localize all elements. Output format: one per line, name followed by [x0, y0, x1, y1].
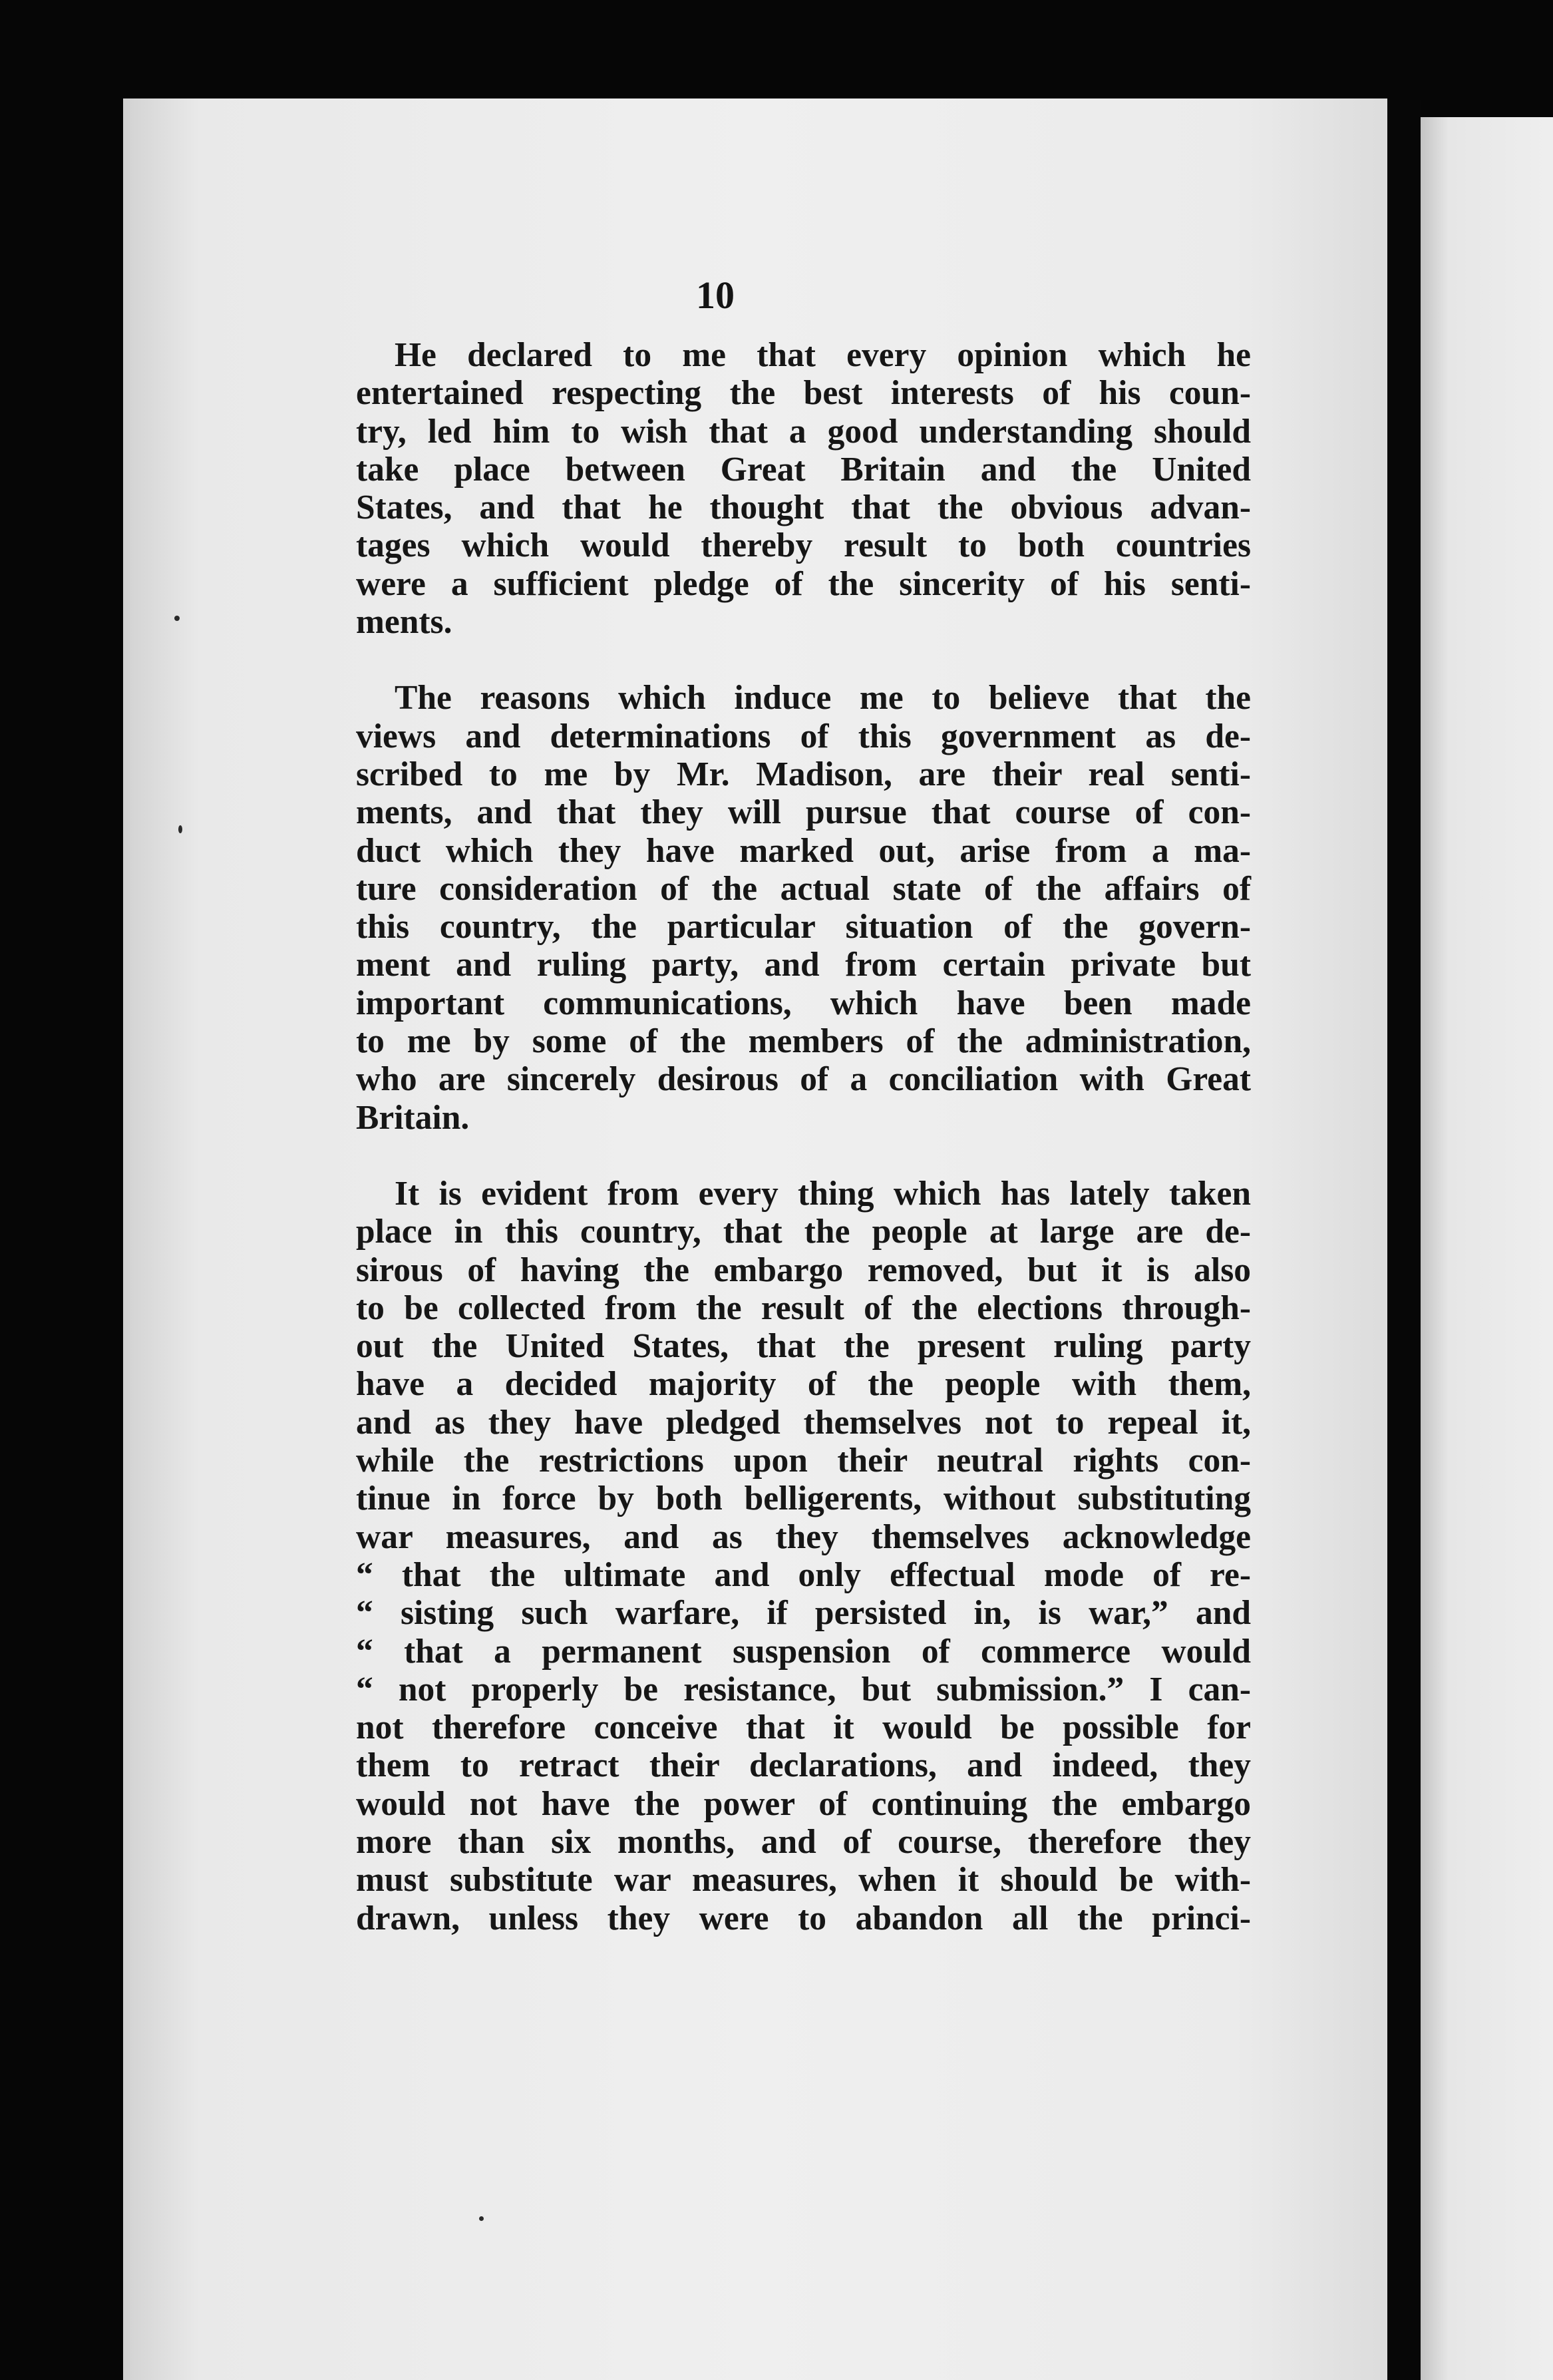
text-line: “ not properly be resistance, but submission.” I can-	[356, 1670, 1251, 1708]
text-line: not therefore conceive that it would be possible for	[356, 1708, 1251, 1747]
facing-page-edge	[1421, 117, 1553, 2380]
text-line: them to retract their declarations, and indeed, they	[356, 1746, 1251, 1785]
text-line: Britain.	[356, 1098, 470, 1137]
dust-speck	[178, 825, 182, 833]
text-line: scribed to me by Mr. Madison, are their real senti-	[356, 755, 1251, 793]
text-line: would not have the power of continuing the embargo	[356, 1784, 1251, 1823]
text-line: and as they have pledged themselves not to repeal it,	[356, 1403, 1251, 1442]
text-line: try, led him to wish that a good understanding should	[356, 412, 1251, 451]
text-line: were a sufficient pledge of the sincerity of his senti-	[356, 564, 1251, 603]
text-line: to be collected from the result of the elections through-	[356, 1289, 1251, 1327]
text-line: who are sincerely desirous of a conciliation with Great	[356, 1060, 1251, 1099]
text-line: ture consideration of the actual state of the affairs of	[356, 869, 1251, 908]
text-line: entertained respecting the best interests of his coun-	[356, 374, 1251, 413]
text-line: drawn, unless they were to abandon all the princi-	[356, 1899, 1251, 1937]
text-line: more than six months, and of course, therefore they	[356, 1822, 1251, 1861]
text-line: out the United States, that the present ruling party	[356, 1327, 1251, 1366]
text-line: ment and ruling party, and from certain private but	[356, 946, 1251, 984]
dust-speck	[479, 2216, 484, 2221]
text-line: ments.	[356, 603, 452, 642]
text-line: States, and that he thought that the obvious advan-	[356, 489, 1251, 527]
text-line: have a decided majority of the people with them,	[356, 1365, 1251, 1404]
text-line: must substitute war measures, when it should be with-	[356, 1861, 1251, 1899]
text-line: ments, and that they will pursue that course of con-	[356, 793, 1251, 832]
text-line: important communications, which have been made	[356, 984, 1251, 1022]
text-line: “ that the ultimate and only effectual mode of re-	[356, 1555, 1251, 1594]
text-line: The reasons which induce me to believe that the	[395, 679, 1251, 717]
text-line: tages which would thereby result to both countries	[356, 526, 1251, 565]
text-line: views and determinations of this government as de-	[356, 717, 1251, 755]
text-line: duct which they have marked out, arise from a ma-	[356, 831, 1251, 870]
paragraph	[356, 336, 1251, 641]
text-line: place in this country, that the people at large are de-	[356, 1213, 1251, 1251]
dust-speck	[174, 616, 180, 621]
paragraph	[356, 679, 1251, 1137]
text-line: to me by some of the members of the administration,	[356, 1022, 1251, 1061]
text-line: “ sisting such warfare, if persisted in, is war,” and	[356, 1594, 1251, 1633]
text-line: while the restrictions upon their neutral rights con-	[356, 1442, 1251, 1480]
body-text	[356, 336, 1251, 1975]
text-line: this country, the particular situation of the govern-	[356, 908, 1251, 946]
text-line: sirous of having the embargo removed, but it is also	[356, 1251, 1251, 1289]
text-line: He declared to me that every opinion which he	[395, 336, 1251, 374]
gutter-shadow	[1387, 100, 1421, 2380]
page-number: 10	[696, 274, 735, 317]
paragraph	[356, 1175, 1251, 1937]
text-line: war measures, and as they themselves acknowledge	[356, 1517, 1251, 1556]
text-line: take place between Great Britain and the United	[356, 450, 1251, 489]
text-line: “ that a permanent suspension of commerce would	[356, 1632, 1251, 1671]
text-line: tinue in force by both belligerents, without substituting	[356, 1480, 1251, 1518]
text-line: It is evident from every thing which has lately taken	[395, 1174, 1251, 1213]
